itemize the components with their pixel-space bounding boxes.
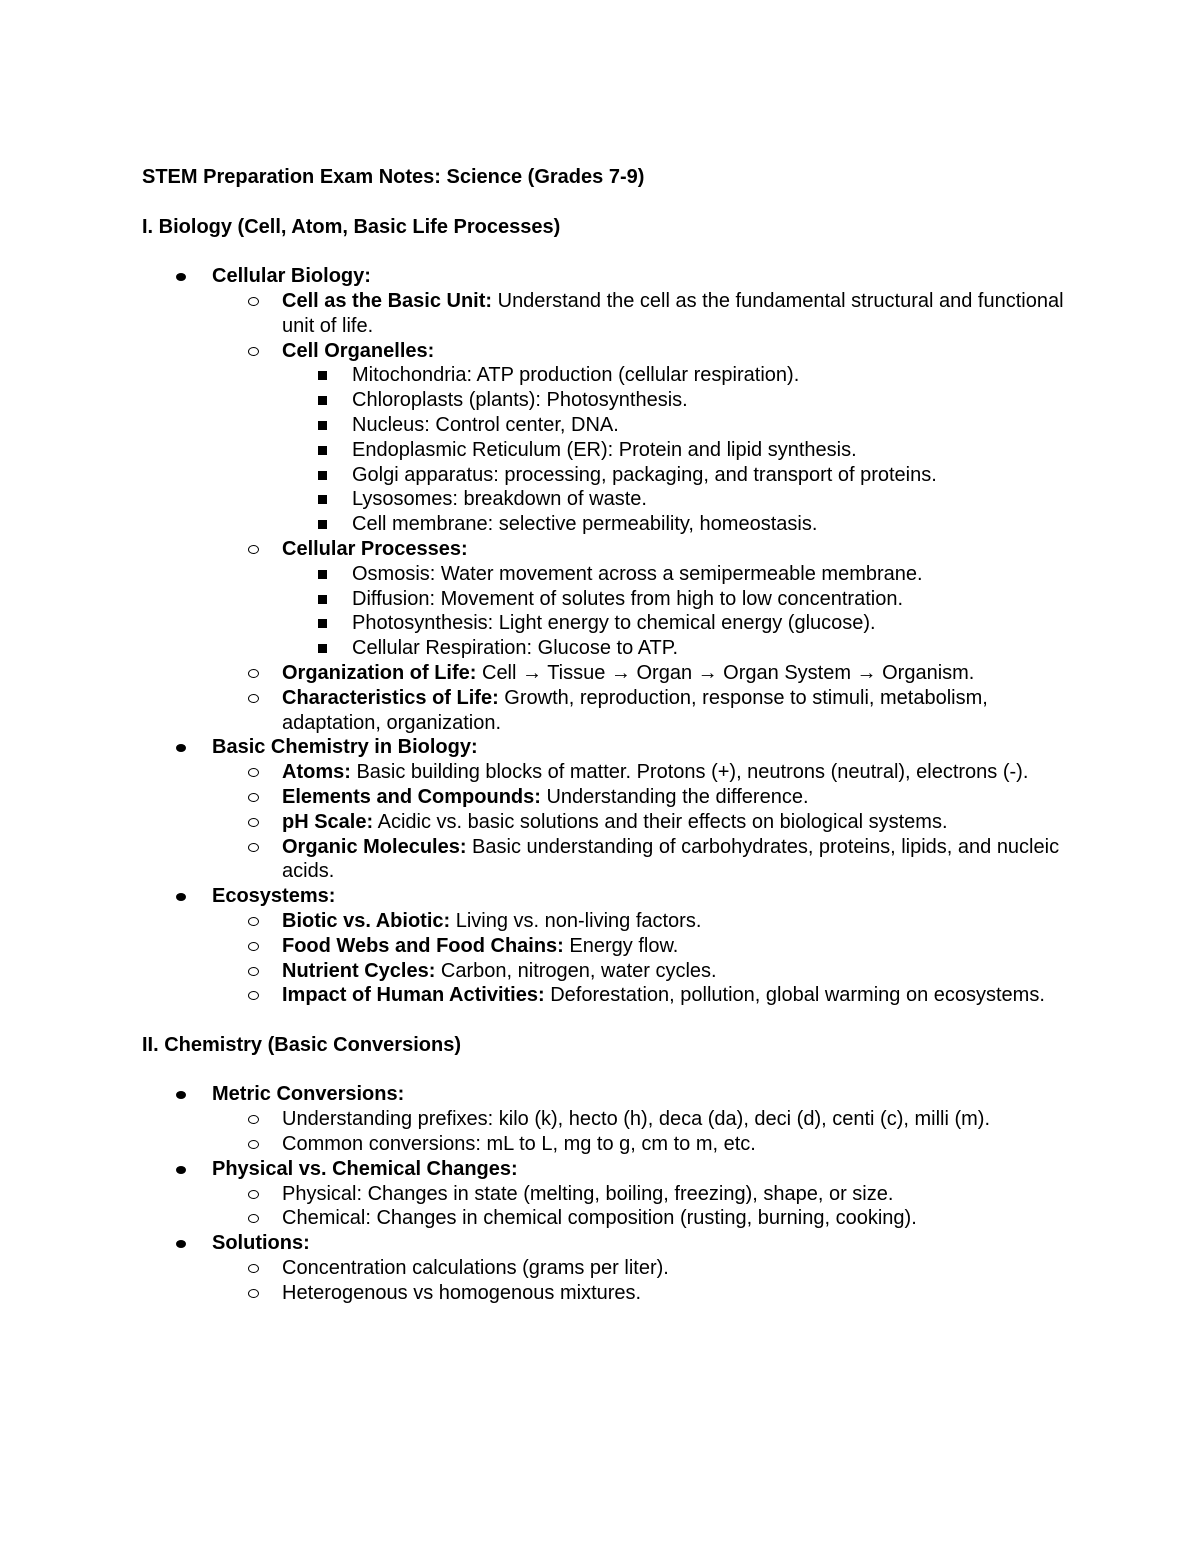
filled-bullet-icon	[176, 273, 186, 281]
document-page	[142, 165, 1072, 1306]
detail-text: Photosynthesis: Light energy to chemical energy (glucose).	[352, 612, 876, 635]
detail-text: Diffusion: Movement of solutes from high to low concentration.	[352, 587, 904, 610]
subtopic-label: Nutrient Cycles:	[282, 959, 436, 982]
detail-text: Cell membrane: selective permeability, homeostasis.	[352, 513, 818, 536]
hollow-bullet-icon	[248, 1115, 259, 1124]
topic-item	[142, 1157, 1072, 1231]
document-title: STEM Preparation Exam Notes: Science (Grades 7-9)	[142, 166, 645, 188]
topic-label: Basic Chemistry in Biology:	[212, 736, 478, 759]
section-heading: I. Biology (Cell, Atom, Basic Life Processes)	[142, 215, 561, 238]
subtopic-text: Growth, reproduction, response to stimuli, metabolism, adaptation, organization.	[282, 686, 988, 734]
subtopic-item	[212, 760, 1072, 785]
topic-label: Ecosystems:	[212, 885, 336, 908]
subtopic-item	[212, 1256, 1072, 1281]
subtopic-label: Organic Molecules:	[282, 835, 467, 858]
topic-label: Physical vs. Chemical Changes:	[212, 1157, 518, 1180]
subtopic-item	[212, 835, 1072, 885]
topic-label: Solutions:	[212, 1232, 310, 1255]
subtopic-item	[212, 537, 1072, 661]
subtopic-item	[212, 934, 1072, 959]
filled-bullet-icon	[176, 893, 186, 901]
subtopic-label: Biotic vs. Abiotic:	[282, 909, 451, 932]
hollow-bullet-icon	[248, 1264, 259, 1273]
subtopic-item	[212, 289, 1072, 339]
detail-text: Golgi apparatus: processing, packaging, and transport of proteins.	[352, 463, 937, 486]
topic-item	[142, 1082, 1072, 1156]
detail-item	[282, 363, 1072, 388]
subtopic-list	[212, 1256, 1072, 1306]
subtopic-list	[212, 1107, 1072, 1157]
hollow-bullet-icon	[248, 1190, 259, 1199]
subtopic-item	[212, 1107, 1072, 1132]
subtopic-label: Cell Organelles:	[282, 339, 435, 362]
detail-text: Lysosomes: breakdown of waste.	[352, 488, 647, 511]
hollow-bullet-icon	[248, 297, 259, 306]
hollow-bullet-icon	[248, 1214, 259, 1223]
subtopic-text: Carbon, nitrogen, water cycles.	[435, 959, 717, 982]
subtopic-text: Understanding the difference.	[540, 785, 809, 808]
square-bullet-icon	[318, 421, 327, 430]
subtopic-label: Characteristics of Life:	[282, 686, 499, 709]
hollow-bullet-icon	[248, 917, 259, 926]
sections-container	[142, 215, 1072, 1306]
square-bullet-icon	[318, 471, 327, 480]
section-spacer	[142, 1008, 1072, 1033]
detail-item	[282, 463, 1072, 488]
detail-text: Nucleus: Control center, DNA.	[352, 413, 619, 436]
subtopic-label: Elements and Compounds:	[282, 785, 541, 808]
detail-text: Chloroplasts (plants): Photosynthesis.	[352, 389, 688, 412]
subtopic-text: Basic understanding of carbohydrates, proteins, lipids, and nucleic acids.	[282, 835, 1060, 883]
detail-item	[282, 587, 1072, 612]
subtopic-item	[212, 1132, 1072, 1157]
subtopic-label: Impact of Human Activities:	[282, 984, 545, 1007]
subtopic-text: Chemical: Changes in chemical composition (rusting, burning, cooking).	[282, 1207, 917, 1230]
square-bullet-icon	[318, 495, 327, 504]
detail-item	[282, 512, 1072, 537]
subtopic-list	[212, 760, 1072, 884]
detail-text: Cellular Respiration: Glucose to ATP.	[352, 637, 679, 660]
subtopic-list	[212, 909, 1072, 1008]
subtopic-item	[212, 959, 1072, 984]
topic-item	[142, 1231, 1072, 1305]
subtopic-text: Heterogenous vs homogenous mixtures.	[282, 1281, 642, 1304]
subtopic-label: Organization of Life:	[282, 661, 477, 684]
subtopic-label: Atoms:	[282, 761, 351, 784]
subtopic-list	[212, 289, 1072, 735]
topic-item	[142, 735, 1072, 884]
hollow-bullet-icon	[248, 818, 259, 827]
subtopic-item	[212, 339, 1072, 537]
subtopic-text: Energy flow.	[563, 934, 679, 957]
hollow-bullet-icon	[248, 1140, 259, 1149]
subtopic-item	[212, 1281, 1072, 1306]
topic-label: Metric Conversions:	[212, 1083, 405, 1106]
square-bullet-icon	[318, 619, 327, 628]
subtopic-text: Understand the cell as the fundamental structural and functional unit of life.	[282, 289, 1064, 337]
subtopic-text: Acidic vs. basic solutions and their effects on biological systems.	[373, 810, 948, 833]
subtopic-item	[212, 909, 1072, 934]
hollow-bullet-icon	[248, 942, 259, 951]
subtopic-item	[212, 1206, 1072, 1231]
subtopic-text: Living vs. non-living factors.	[450, 909, 702, 932]
hollow-bullet-icon	[248, 669, 259, 678]
subtopic-text: Understanding prefixes: kilo (k), hecto (h), deca (da), deci (d), centi (c), milli (m).	[282, 1108, 990, 1131]
detail-item	[282, 388, 1072, 413]
square-bullet-icon	[318, 644, 327, 653]
hollow-bullet-icon	[248, 843, 259, 852]
hollow-bullet-icon	[248, 347, 259, 356]
hollow-bullet-icon	[248, 694, 259, 703]
square-bullet-icon	[318, 446, 327, 455]
subtopic-list	[212, 1182, 1072, 1232]
subtopic-item	[212, 785, 1072, 810]
square-bullet-icon	[318, 520, 327, 529]
square-bullet-icon	[318, 371, 327, 380]
hollow-bullet-icon	[248, 1289, 259, 1298]
detail-text: Endoplasmic Reticulum (ER): Protein and lipid synthesis.	[352, 438, 857, 461]
detail-item	[282, 438, 1072, 463]
hollow-bullet-icon	[248, 967, 259, 976]
filled-bullet-icon	[176, 1240, 186, 1248]
filled-bullet-icon	[176, 744, 186, 752]
filled-bullet-icon	[176, 1166, 186, 1174]
subtopic-label: pH Scale:	[282, 810, 374, 833]
square-bullet-icon	[318, 570, 327, 579]
detail-item	[282, 413, 1072, 438]
hollow-bullet-icon	[248, 793, 259, 802]
square-bullet-icon	[318, 396, 327, 405]
detail-text: Mitochondria: ATP production (cellular respiration).	[352, 364, 800, 387]
detail-item	[282, 611, 1072, 636]
subtopic-label: Cell as the Basic Unit:	[282, 289, 493, 312]
section-heading: II. Chemistry (Basic Conversions)	[142, 1033, 461, 1056]
detail-list	[282, 562, 1072, 661]
subtopic-text: Physical: Changes in state (melting, boiling, freezing), shape, or size.	[282, 1182, 894, 1205]
hollow-bullet-icon	[248, 991, 259, 1000]
detail-list	[282, 363, 1072, 537]
subtopic-item	[212, 1182, 1072, 1207]
subtopic-text: Common conversions: mL to L, mg to g, cm to m, etc.	[282, 1133, 756, 1156]
subtopic-text: Deforestation, pollution, global warming on ecosystems.	[544, 984, 1045, 1007]
detail-text: Osmosis: Water movement across a semipermeable membrane.	[352, 562, 923, 585]
subtopic-item	[212, 983, 1072, 1008]
topic-item	[142, 264, 1072, 735]
subtopic-label: Cellular Processes:	[282, 537, 468, 560]
topic-list	[142, 264, 1072, 1008]
subtopic-item	[212, 810, 1072, 835]
hollow-bullet-icon	[248, 545, 259, 554]
subtopic-item	[212, 661, 1072, 686]
subtopic-text: Cell → Tissue → Organ → Organ System → Organism.	[476, 661, 975, 684]
topic-item	[142, 884, 1072, 1008]
subtopic-text: Basic building blocks of matter. Protons (+), neutrons (neutral), electrons (-).	[350, 761, 1029, 784]
hollow-bullet-icon	[248, 768, 259, 777]
subtopic-text: Concentration calculations (grams per liter).	[282, 1257, 669, 1280]
topic-list	[142, 1082, 1072, 1305]
detail-item	[282, 636, 1072, 661]
detail-item	[282, 562, 1072, 587]
topic-label: Cellular Biology:	[212, 265, 371, 288]
detail-item	[282, 487, 1072, 512]
subtopic-item	[212, 686, 1072, 736]
square-bullet-icon	[318, 595, 327, 604]
subtopic-label: Food Webs and Food Chains:	[282, 934, 564, 957]
filled-bullet-icon	[176, 1091, 186, 1099]
